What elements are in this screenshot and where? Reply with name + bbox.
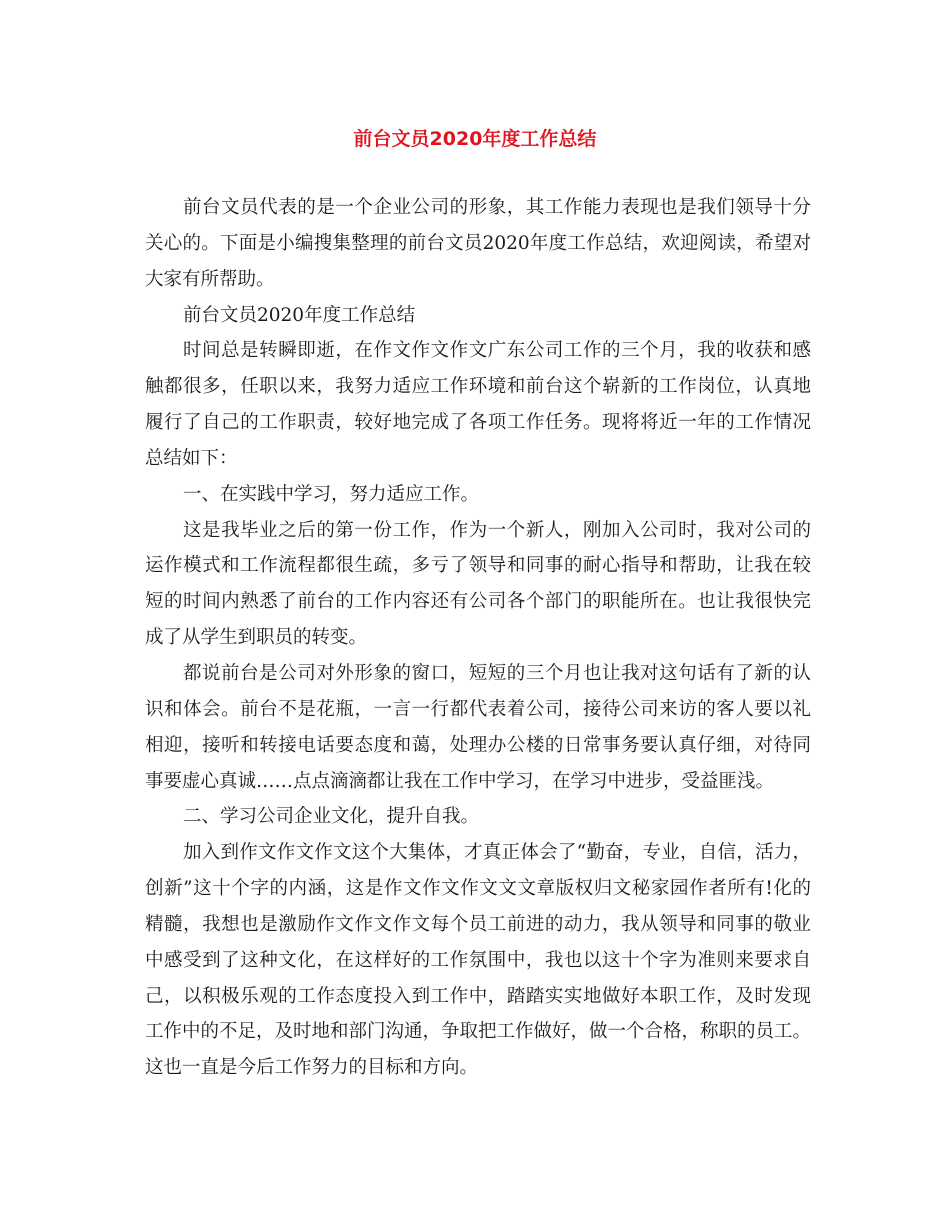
paragraph: [145, 477, 811, 513]
paragraph-line: 大家有所帮助。: [145, 268, 275, 290]
paragraph-line: 相迎，接听和转接电话要态度和蔼，处理办公楼的日常事务要认真仔细，对待同: [145, 734, 811, 756]
paragraph-line: 运作模式和工作流程都很生疏，多亏了领导和同事的耐心指导和帮助，让我在较: [145, 555, 811, 577]
paragraph-line: 关心的。下面是小编搜集整理的前台文员2020年度工作总结，欢迎阅读，希望对: [145, 232, 811, 254]
paragraph-line: 事要虚心真诚……点点滴滴都让我在工作中学习，在学习中进步，受益匪浅。: [145, 770, 775, 792]
paragraph-line: 工作中的不足，及时地和部门沟通，争取把工作做好，做一个合格，称职的员工。: [145, 1021, 812, 1043]
paragraph-line: 都说前台是公司对外形象的窗口，短短的三个月也让我对这句话有了新的认: [183, 662, 811, 684]
paragraph-line: 创新”这十个字的内涵，这是作文作文作文文文章版权归文秘家园作者所有!化的: [145, 878, 811, 900]
document-title: 前台文员2020年度工作总结: [353, 128, 597, 150]
paragraph: [145, 513, 811, 656]
paragraph-line: 前台文员2020年度工作总结: [183, 304, 416, 326]
paragraph-line: 成了从学生到职员的转变。: [145, 627, 368, 649]
paragraph-line: 总结如下：: [145, 447, 238, 469]
document-body: [145, 190, 811, 1086]
paragraph-line: 加入到作文作文作文这个大集体，才真正体会了“勤奋，专业，自信，活力，: [183, 842, 811, 864]
paragraph-line: 识和体会。前台不是花瓶，一言一行都代表着公司，接待公司来访的客人要以礼: [145, 698, 811, 720]
paragraph-line: 前台文员代表的是一个企业公司的形象，其工作能力表现也是我们领导十分: [183, 197, 811, 218]
paragraph-line: 一、在实践中学习，努力适应工作。: [183, 483, 480, 505]
paragraph-line: 触都很多，任职以来，我努力适应工作环境和前台这个崭新的工作岗位，认真地: [145, 376, 811, 398]
paragraph: [145, 190, 811, 298]
paragraph: [145, 333, 811, 476]
paragraph-line: 二、学习公司企业文化，提升自我。: [183, 806, 480, 828]
paragraph-line: 短的时间内熟悉了前台的工作内容还有公司各个部门的职能所在。也让我很快完: [145, 591, 811, 613]
paragraph-line: 这是我毕业之后的第一份工作，作为一个新人，刚加入公司时，我对公司的: [183, 519, 811, 541]
paragraph-line: 时间总是转瞬即逝，在作文作文作文广东公司工作的三个月，我的收获和感: [183, 340, 811, 362]
paragraph: [145, 656, 811, 799]
paragraph-line: 己，以积极乐观的工作态度投入到工作中，踏踏实实地做好本职工作，及时发现: [145, 985, 811, 1007]
paragraph: [145, 298, 811, 334]
paragraph-line: 中感受到了这种文化，在这样好的工作氛围中，我也以这十个字为准则来要求自: [145, 949, 811, 971]
paragraph-line: 履行了自己的工作职责，较好地完成了各项工作任务。现将将近一年的工作情况: [145, 412, 811, 434]
paragraph: [145, 799, 811, 835]
paragraph-line: 这也一直是今后工作努力的目标和方向。: [145, 1057, 479, 1079]
paragraph: [145, 835, 811, 1086]
paragraph-line: 精髓，我想也是激励作文作文作文每个员工前进的动力，我从领导和同事的敬业: [145, 913, 811, 935]
